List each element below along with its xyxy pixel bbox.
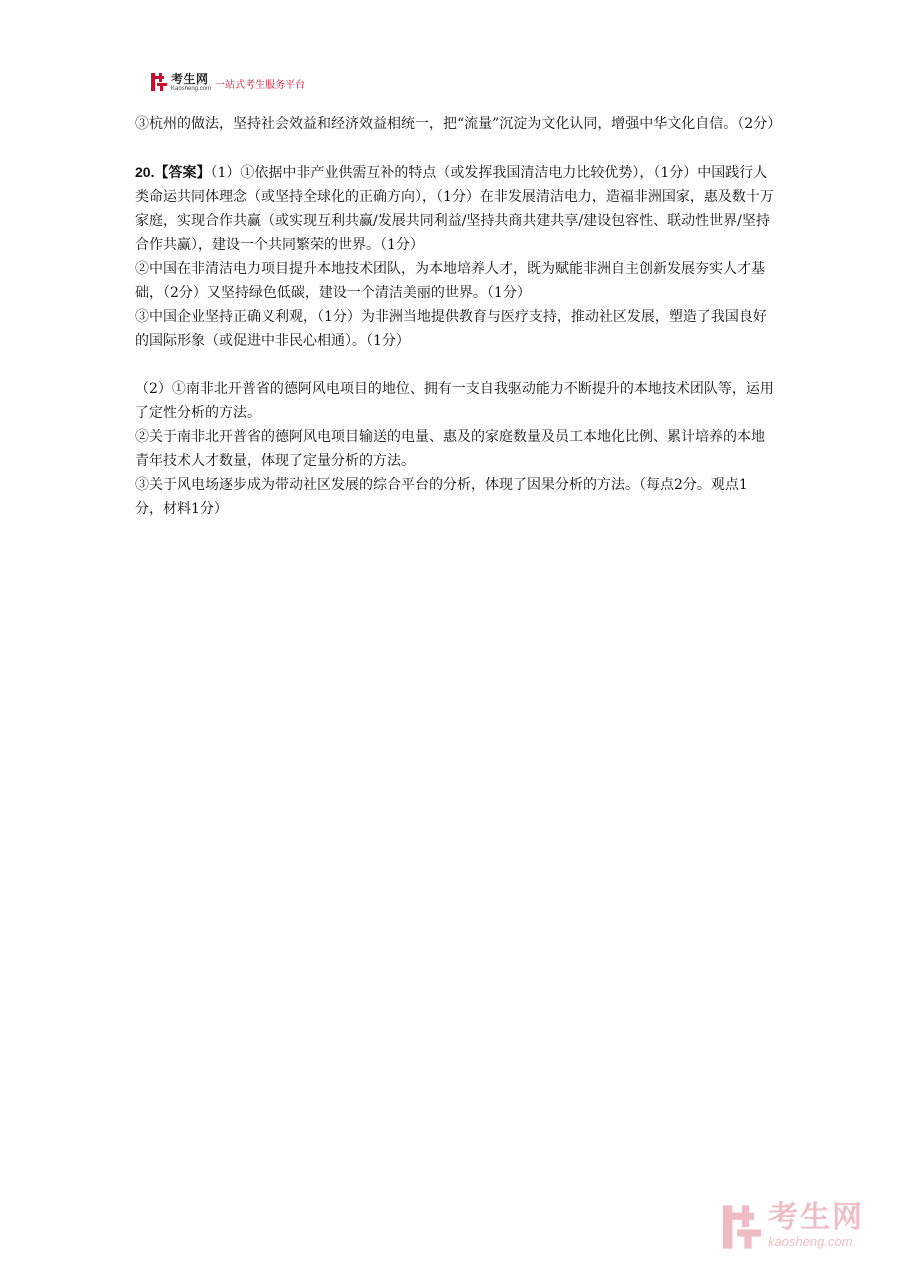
watermark-name-en: kaosheng.com bbox=[768, 1234, 853, 1249]
watermark-name-cn: 考生网 bbox=[768, 1200, 864, 1235]
header-logo bbox=[150, 70, 305, 94]
logo-name-en: Kaosheng.com bbox=[171, 85, 212, 92]
q20-answer-part1-point1 bbox=[135, 160, 775, 257]
paragraph-gap bbox=[135, 353, 775, 377]
logo-slogan: 一站式考生服务平台 bbox=[215, 79, 306, 91]
logo-name-cn: 考生网 bbox=[171, 71, 209, 86]
document-body bbox=[135, 112, 782, 521]
logo-text bbox=[171, 73, 211, 92]
watermark-text bbox=[768, 1200, 864, 1249]
q20-answer-part2-point3: ③关于风电场逐步成为带动社区发展的综合平台的分析，体现了因果分析的方法。（每点2分。观点1分，材料1分） bbox=[135, 477, 748, 517]
q19-answer-part3: ③杭州的做法，坚持社会效益和经济效益相统一，把“流量”沉淀为文化认同，增强中华文化自信。（2分） bbox=[135, 116, 782, 132]
paragraph-gap bbox=[135, 136, 775, 160]
q20-part1-text: （1）①依据中非产业供需互补的特点（或发挥我国清洁电力比较优势），（1分）中国践行人类命运共同体理念（或坚持全球化的正确方向），（1分）在非发展清洁电力，造福非洲国家，惠及数十万家庭，实现合作共赢（或实现互利共赢/发展共同利益/坚持共商共建共享/建设包容性、联动性世界/坚持合作共赢），建设一个共同繁荣的世界。（1分） bbox=[135, 165, 774, 253]
kaosheng-watermark bbox=[720, 1200, 885, 1263]
q20-answer-part2-point2: ②关于南非北开普省的德阿风电项目输送的电量、惠及的家庭数量及员工本地化比例、累计培养的本地青年技术人才数量，体现了定量分析的方法。 bbox=[135, 429, 765, 469]
kaosheng-logo-icon bbox=[150, 72, 168, 92]
q20-answer-part1-point3: ③中国企业坚持正确义利观，（1分）为非洲当地提供教育与医疗支持，推动社区发展，塑造了我国良好的国际形象（或促进中非民心相通）。（1分） bbox=[135, 309, 767, 349]
q20-heading: 20.【答案】 bbox=[135, 164, 211, 180]
q20-answer-part1-point2: ②中国在非清洁电力项目提升本地技术团队，为本地培养人才，既为赋能非洲自主创新发展夯实人才基础，（2分）又坚持绿色低碳，建设一个清洁美丽的世界。（1分） bbox=[135, 261, 765, 301]
kaosheng-watermark-icon bbox=[720, 1203, 764, 1251]
q20-answer-part2-point1: （2）①南非北开普省的德阿风电项目的地位、拥有一支自我驱动能力不断提升的本地技术团队等，运用了定性分析的方法。 bbox=[135, 381, 774, 421]
